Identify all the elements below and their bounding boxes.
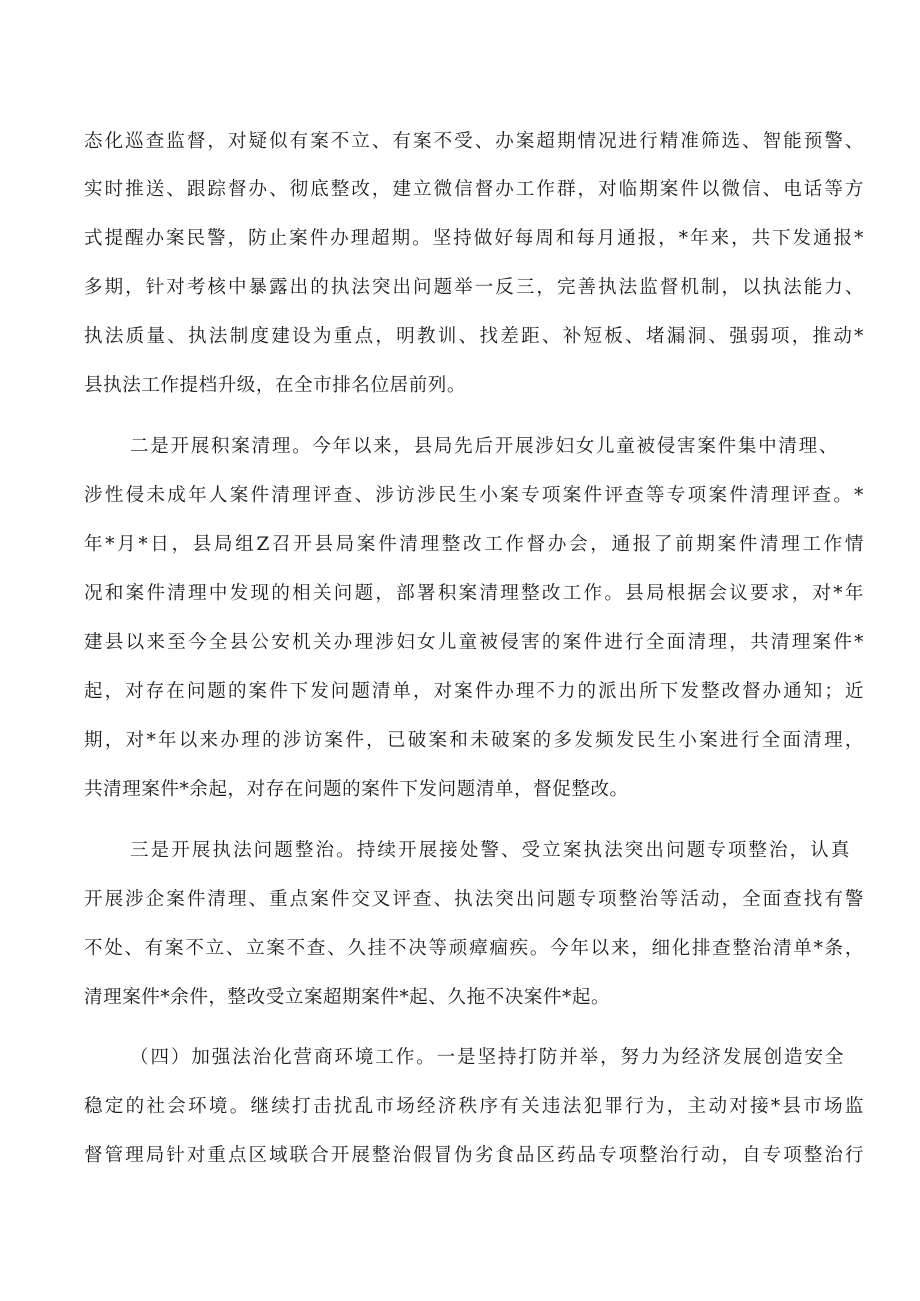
text-line: 共清理案件*余起，对存在问题的案件下发问题清单，督促整改。 [84, 779, 629, 800]
text-line: 涉性侵未成年人案件清理评查、涉访涉民生小案专项案件评查等专项案件清理评查。* [84, 485, 864, 506]
text-line: 稳定的社会环境。继续打击扰乱市场经济秩序有关违法犯罪行为，主动对接*县市场监 [84, 1096, 864, 1117]
text-line: 开展涉企案件清理、重点案件交叉评查、执法突出问题专项整治等活动，全面查找有警 [84, 889, 864, 910]
text-line: 态化巡查监督，对疑似有案不立、有案不受、办案超期情况进行精准筛选、智能预警、 [84, 131, 864, 152]
text-line: 建县以来至今全县公安机关办理涉妇女儿童被侵害的案件进行全面清理，共清理案件* [84, 632, 864, 653]
text-line: 年*月*日，县局组Z召开县局案件清理整改工作督办会，通报了前期案件清理工作情 [84, 534, 864, 555]
text-line: 起，对存在问题的案件下发问题清单，对案件办理不力的派出所下发整改督办通知；近 [84, 681, 864, 702]
text-line: 期，对*年以来办理的涉访案件，已破案和未破案的多发频发民生小案进行全面清理， [84, 730, 864, 751]
text-line: 况和案件清理中发现的相关问题，部署积案清理整改工作。县局根据会议要求，对*年 [84, 583, 864, 604]
text-line: 不处、有案不立、立案不查、久挂不决等顽瘴痼疾。今年以来，细化排查整治清单*条， [84, 938, 864, 959]
text-line: 多期，针对考核中暴露出的执法突出问题举一反三，完善执法监督机制，以执法能力、 [84, 277, 864, 298]
text-line: 执法质量、执法制度建设为重点，明教训、找差距、补短板、堵漏洞、强弱项，推动* [84, 326, 864, 347]
text-line: 式提醒办案民警，防止案件办理超期。坚持做好每周和每月通报，*年来，共下发通报* [84, 228, 864, 249]
text-line: 督管理局针对重点区域联合开展整治假冒伪劣食品区药品专项整治行动，自专项整治行 [84, 1145, 864, 1166]
paragraph-first-line: 二是开展积案清理。今年以来，县局先后开展涉妇女儿童被侵害案件集中清理、 [130, 436, 838, 457]
paragraph-first-line: （四）加强法治化营商环境工作。一是坚持打防并举，努力为经济发展创造安全 [130, 1047, 844, 1068]
paragraph-first-line: 三是开展执法问题整治。持续开展接处警、受立案执法突出问题专项整治，认真 [130, 840, 850, 861]
text-line: 实时推送、跟踪督办、彻底整改，建立微信督办工作群，对临期案件以微信、电话等方 [84, 179, 864, 200]
text-line: 县执法工作提档升级，在全市排名位居前列。 [84, 375, 467, 396]
text-line: 清理案件*余件，整改受立案超期案件*起、久拖不决案件*起。 [84, 987, 611, 1008]
